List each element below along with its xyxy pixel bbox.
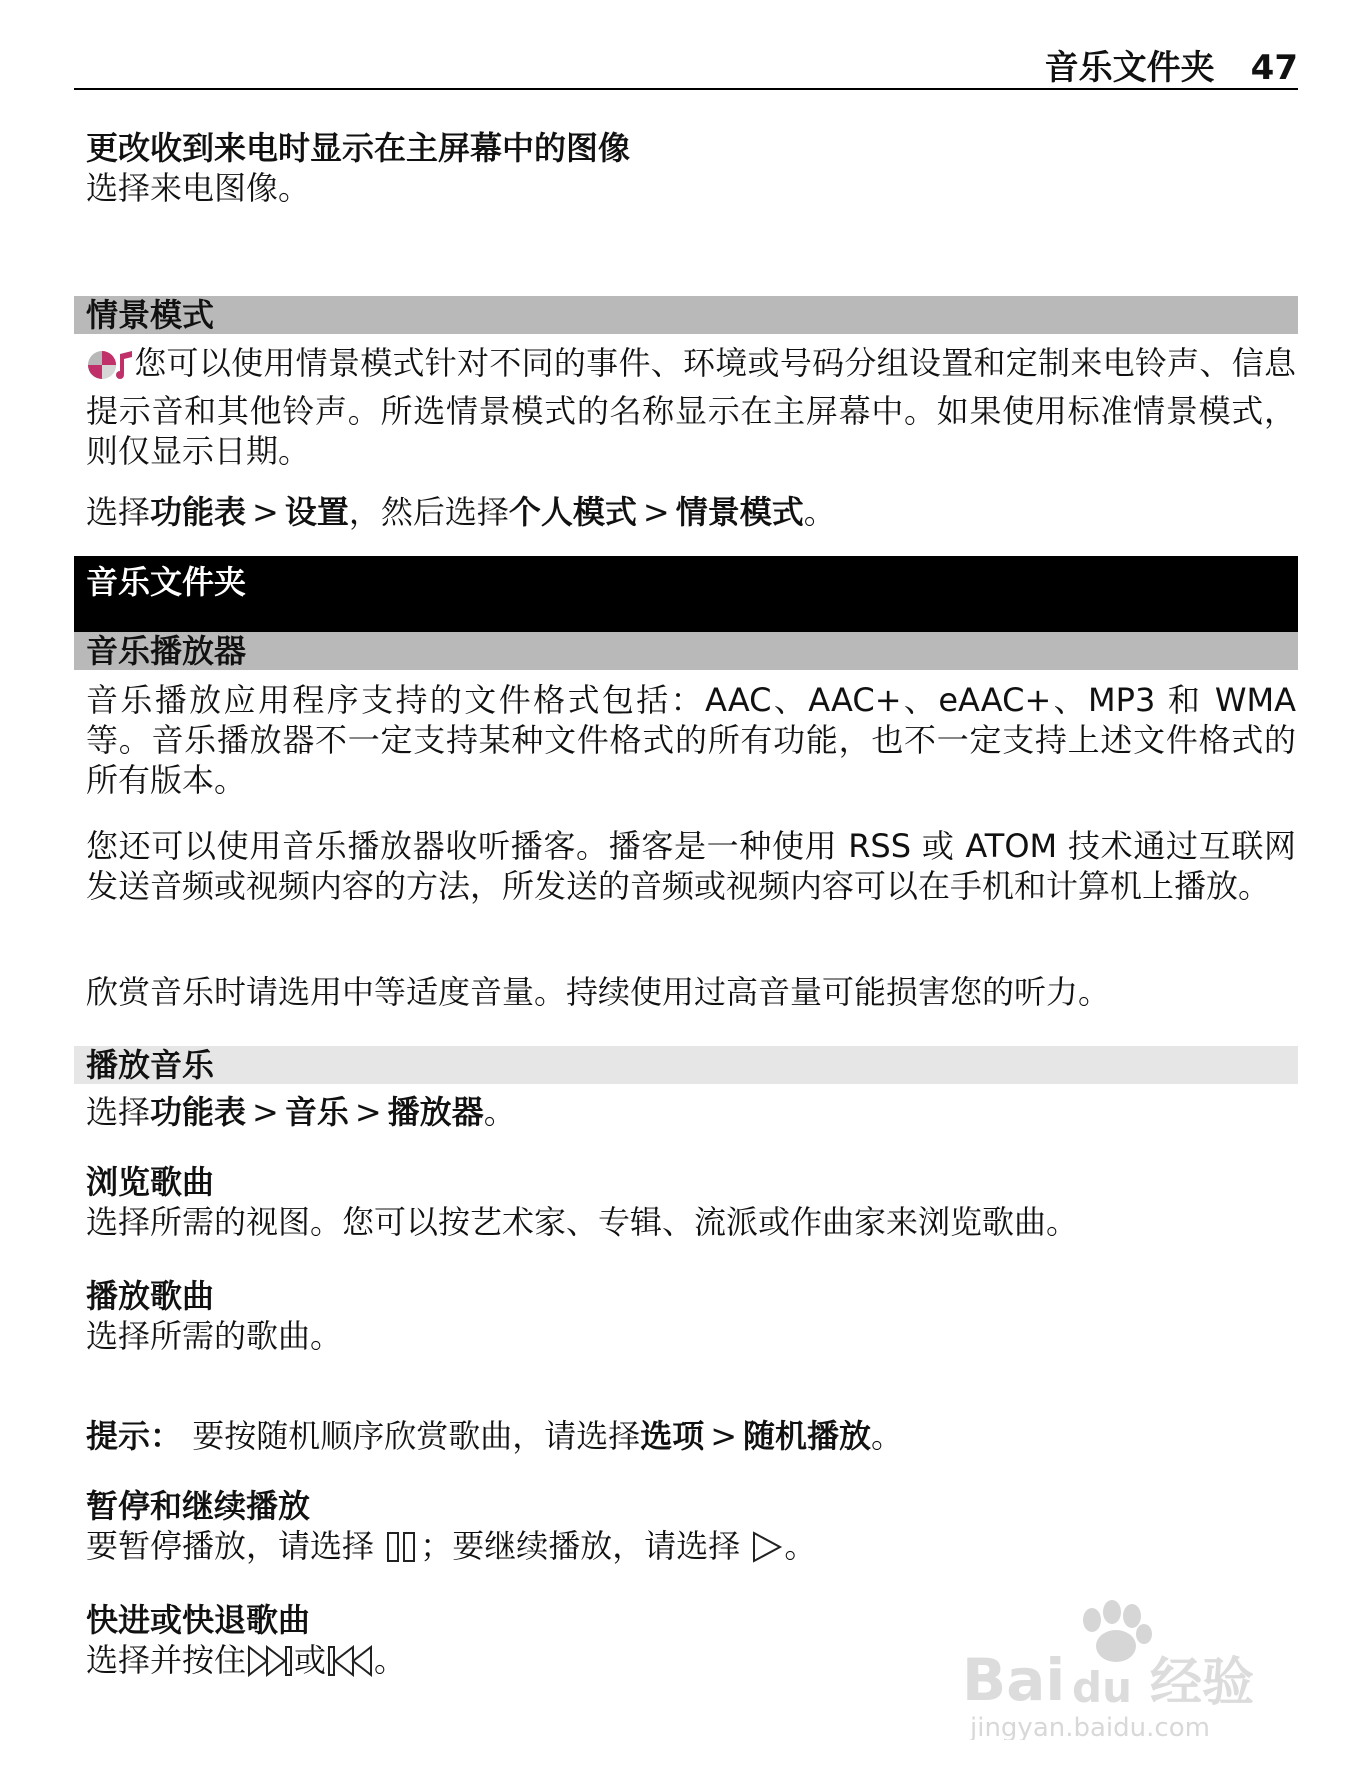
play-song-heading: 播放歌曲 [86, 1277, 215, 1315]
player-podcast-para: 您还可以使用音乐播放器收听播客。播客是一种使用 RSS 或 ATOM 技术通过互联网发送音频或视频内容的方法，所发送的音频或视频内容可以在手机和计算机上播放。 [86, 827, 1296, 905]
music-item-label: 音乐 [284, 1093, 349, 1131]
rewind-icon [326, 1643, 374, 1688]
menu-item-label: 功能表 [150, 1093, 247, 1131]
nav-separator: > [252, 493, 279, 531]
profiles-app-icon [86, 348, 134, 391]
baidu-watermark [960, 1590, 1280, 1740]
watermark-brand-2: 经验 [1150, 1653, 1255, 1713]
profiles-para: 您可以使用情景模式针对不同的事件、环境或号码分组设置和定制来电铃声、信息提示音和其他铃声。所选情景模式的名称显示在主屏幕中。如果使用标准情景模式，则仅显示日期。 [86, 344, 1296, 470]
seek-heading: 快进或快退歌曲 [86, 1601, 311, 1639]
play-icon [750, 1529, 784, 1574]
nav-separator: > [710, 1417, 738, 1455]
menu-item-label: 功能表 [150, 493, 247, 531]
period-text: 。 [374, 1641, 407, 1679]
watermark-brand: Bai [962, 1646, 1066, 1714]
player-formats-para: 音乐播放应用程序支持的文件格式包括：AAC、AAC+、eAAC+、MP3 和 WMA 等。音乐播放器不一定支持某种文件格式的所有功能，也不一定支持上述文件格式的所有版本。 [86, 681, 1296, 799]
play-song-text: 选择所需的歌曲。 [86, 1317, 343, 1355]
nav-separator: > [642, 493, 670, 531]
profiles-item-label: 情景模式 [675, 493, 804, 531]
nav-text: 。 [803, 493, 836, 531]
browse-songs-section [86, 1162, 1286, 1242]
page-number: 47 [1250, 48, 1298, 88]
nav-separator: > [252, 1093, 279, 1131]
page-header [74, 44, 1298, 90]
svg-text:du: du [1072, 1663, 1132, 1712]
nav-text: 。 [871, 1417, 904, 1455]
nav-separator: > [354, 1093, 382, 1131]
shuffle-item-label: 随机播放 [743, 1417, 872, 1455]
nav-text: 选择 [86, 1093, 151, 1131]
shuffle-tip [86, 1416, 1296, 1456]
fast-forward-icon [246, 1643, 294, 1688]
profiles-description [86, 343, 1296, 471]
tip-label: 提示： [86, 1417, 183, 1455]
pause-text: 要暂停播放，请选择 [86, 1527, 375, 1565]
play-song-section [86, 1276, 1286, 1356]
nav-text: 选择 [86, 493, 151, 531]
header-title: 音乐文件夹 [1044, 48, 1215, 88]
incoming-image-heading: 更改收到来电时显示在主屏幕中的图像 [86, 129, 631, 167]
play-music-band: 播放音乐 [74, 1046, 1298, 1084]
browse-songs-text: 选择所需的视图。您可以按艺术家、专辑、流派或作曲家来浏览歌曲。 [86, 1203, 1079, 1241]
seek-text-1: 选择并按住 [86, 1641, 247, 1679]
player-volume-para: 欣赏音乐时请选用中等适度音量。持续使用过高音量可能损害您的听力。 [86, 973, 1111, 1011]
profiles-section-band: 情景模式 [74, 296, 1298, 334]
browse-songs-heading: 浏览歌曲 [86, 1163, 215, 1201]
music-player-band: 音乐播放器 [74, 632, 1298, 670]
nav-text: 。 [483, 1093, 516, 1131]
music-folder-band: 音乐文件夹 [74, 556, 1298, 632]
incoming-image-section [86, 128, 1286, 208]
pause-resume-section [86, 1486, 1286, 1574]
tip-text: 要按随机顺序欣赏歌曲，请选择 [192, 1417, 641, 1455]
pause-resume-text [86, 1526, 1286, 1574]
nav-text: ，然后选择 [348, 493, 509, 531]
personal-item-label: 个人模式 [508, 493, 637, 531]
settings-item-label: 设置 [284, 493, 349, 531]
pause-icon [384, 1529, 420, 1574]
seek-or-text: 或 [294, 1641, 327, 1679]
pause-resume-heading: 暂停和继续播放 [86, 1487, 311, 1525]
incoming-image-text: 选择来电图像。 [86, 169, 311, 207]
options-item-label: 选项 [640, 1417, 705, 1455]
player-item-label: 播放器 [387, 1093, 484, 1131]
period-text: 。 [784, 1527, 817, 1565]
watermark-url: jingyan.baidu.com [970, 1713, 1210, 1740]
play-music-nav [86, 1092, 1296, 1132]
resume-text: ；要继续播放，请选择 [420, 1527, 741, 1565]
profiles-nav [86, 492, 1296, 532]
